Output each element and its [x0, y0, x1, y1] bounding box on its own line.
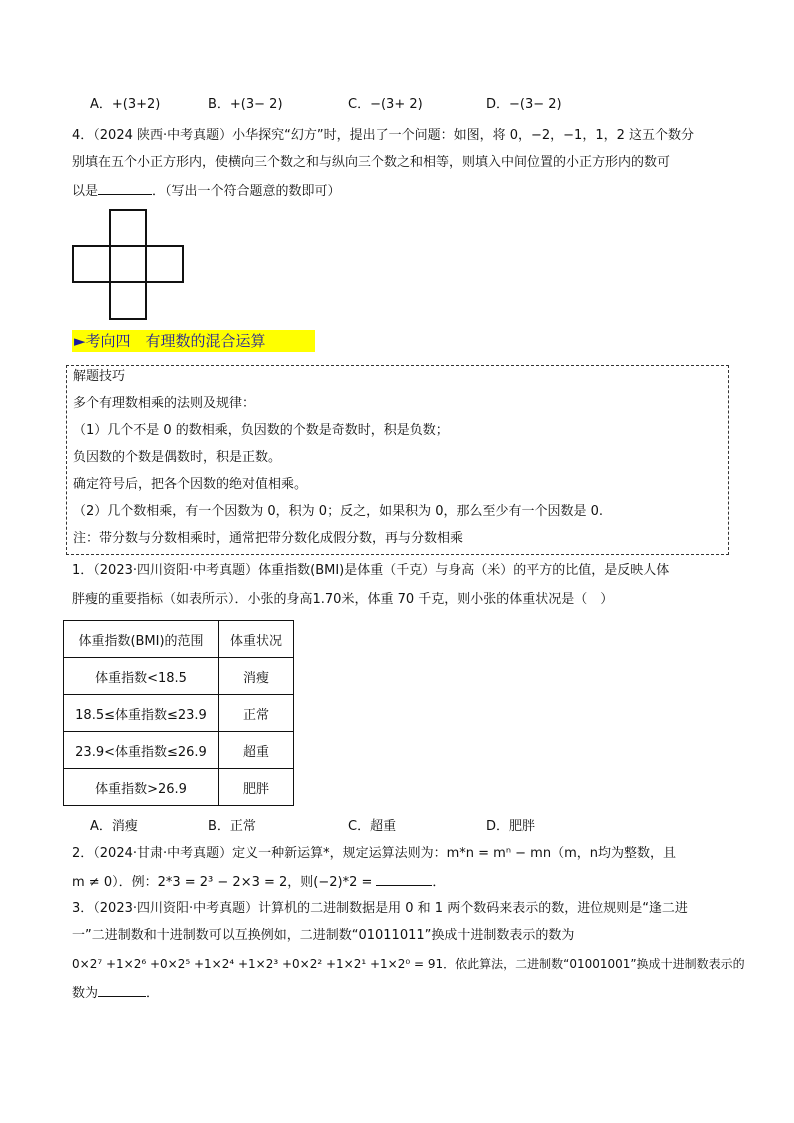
- tips-line-4: 确定符号后，把各个因数的绝对值相乘。: [73, 477, 308, 492]
- cross-cell-bottom: [109, 281, 147, 320]
- p1-option-c: C．超重: [348, 819, 397, 834]
- p3-line-4-post: ．: [146, 986, 160, 1001]
- section-title: ►考向四 有理数的混合运算: [72, 330, 315, 352]
- q4-line-1: 4．（2024 陕西·中考真题）小华探究“幻方”时，提出了一个问题：如图，将 0，−2，−1，1，2 这五个数分: [72, 128, 694, 143]
- p2-answer-blank: [376, 872, 432, 886]
- p1-option-b: B．正常: [208, 819, 256, 834]
- cross-cell-left: [72, 245, 111, 283]
- table-row: [64, 695, 294, 732]
- tips-box: [66, 365, 729, 555]
- tips-line-2: （1）几个不是 0 的数相乘，负因数的个数是奇数时，积是负数；: [73, 423, 449, 438]
- table-cell-range: 体重指数>26.9: [64, 769, 219, 806]
- tips-line-3: 负因数的个数是偶数时，积是正数。: [73, 450, 282, 465]
- table-header-range: 体重指数(BMI)的范围: [64, 621, 219, 658]
- p2-line-2: [72, 872, 445, 892]
- p3-answer-blank: [98, 983, 146, 997]
- table-cell-range: 体重指数<18.5: [64, 658, 219, 695]
- p1-line-1: 1．（2023·四川资阳·中考真题）体重指数(BMI)是体重（千克）与身高（米）的平方的比值，是反映人体: [72, 563, 670, 578]
- p3-line-1: 3．（2023·四川资阳·中考真题）计算机的二进制数据是用 0 和 1 两个数码来表示的数，进位规则是“逢二进: [72, 901, 688, 916]
- p3-line-3: 0×2⁷ +1×2⁶ +0×2⁵ +1×2⁴ +1×2³ +0×2² +1×2¹ +1×2⁰ = 91．依此算法，二进制数“01001001”换成十进制数表示的: [72, 957, 745, 971]
- p3-line-4: [72, 983, 159, 1003]
- table-row: [64, 658, 294, 695]
- prev-option-b: B．+(3− 2): [208, 97, 283, 112]
- table-header-row: [64, 621, 294, 658]
- table-cell-range: 23.9<体重指数≤26.9: [64, 732, 219, 769]
- p1-line-2: 胖瘦的重要指标（如表所示）．小张的身高1.70米，体重 70 千克，则小张的体重状况是（ ）: [72, 592, 614, 607]
- p1-option-d: D．肥胖: [486, 819, 536, 834]
- table-row: [64, 769, 294, 806]
- table-cell-status: 超重: [219, 732, 294, 769]
- table-header-status: 体重状况: [219, 621, 294, 658]
- p1-option-a: A．消瘦: [90, 819, 138, 834]
- q4-line-3-post: ．（写出一个符合题意的数即可）: [152, 184, 341, 199]
- p3-line-4-pre: 数为: [72, 986, 99, 1001]
- q4-line-3: [72, 181, 341, 201]
- tips-line-5: （2）几个数相乘，有一个因数为 0，积为 0；反之，如果积为 0，那么至少有一个因数是 0.: [73, 504, 604, 519]
- p2-line-2-pre: m ≠ 0）．例：2*3 = 2³ − 2×3 = 2，则(−2)*2 =: [72, 875, 373, 890]
- cross-cell-top: [109, 209, 147, 247]
- prev-option-a: A．+(3+2): [90, 97, 161, 112]
- table-cell-status: 正常: [219, 695, 294, 732]
- p3-line-2: 一”二进制数和十进制数可以互换例如，二进制数“01011011”换成十进制数表示的数为: [72, 928, 575, 943]
- bmi-table: [63, 620, 294, 806]
- q4-line-3-pre: 以是: [72, 184, 99, 199]
- prev-option-c: C．−(3+ 2): [348, 97, 423, 112]
- table-row: [64, 732, 294, 769]
- q4-answer-blank: [98, 181, 152, 195]
- q4-line-2: 别填在五个小正方形内，使横向三个数之和与纵向三个数之和相等，则填入中间位置的小正方形内的数可: [72, 155, 671, 170]
- table-cell-range: 18.5≤体重指数≤23.9: [64, 695, 219, 732]
- tips-line-6: 注：带分数与分数相乘时，通常把带分数化成假分数，再与分数相乘: [73, 531, 464, 546]
- cross-cell-right: [145, 245, 184, 283]
- cross-cell-center: [109, 245, 147, 283]
- tips-title: 解题技巧: [73, 369, 126, 384]
- tips-line-1: 多个有理数相乘的法则及规律：: [73, 396, 256, 411]
- prev-option-d: D．−(3− 2): [486, 97, 562, 112]
- table-cell-status: 消瘦: [219, 658, 294, 695]
- table-cell-status: 肥胖: [219, 769, 294, 806]
- p2-line-1: 2．（2024·甘肃·中考真题）定义一种新运算*，规定运算法则为：m*n = mⁿ − mn（m，n均为整数，且: [72, 846, 676, 861]
- p2-line-2-post: ．: [432, 875, 446, 890]
